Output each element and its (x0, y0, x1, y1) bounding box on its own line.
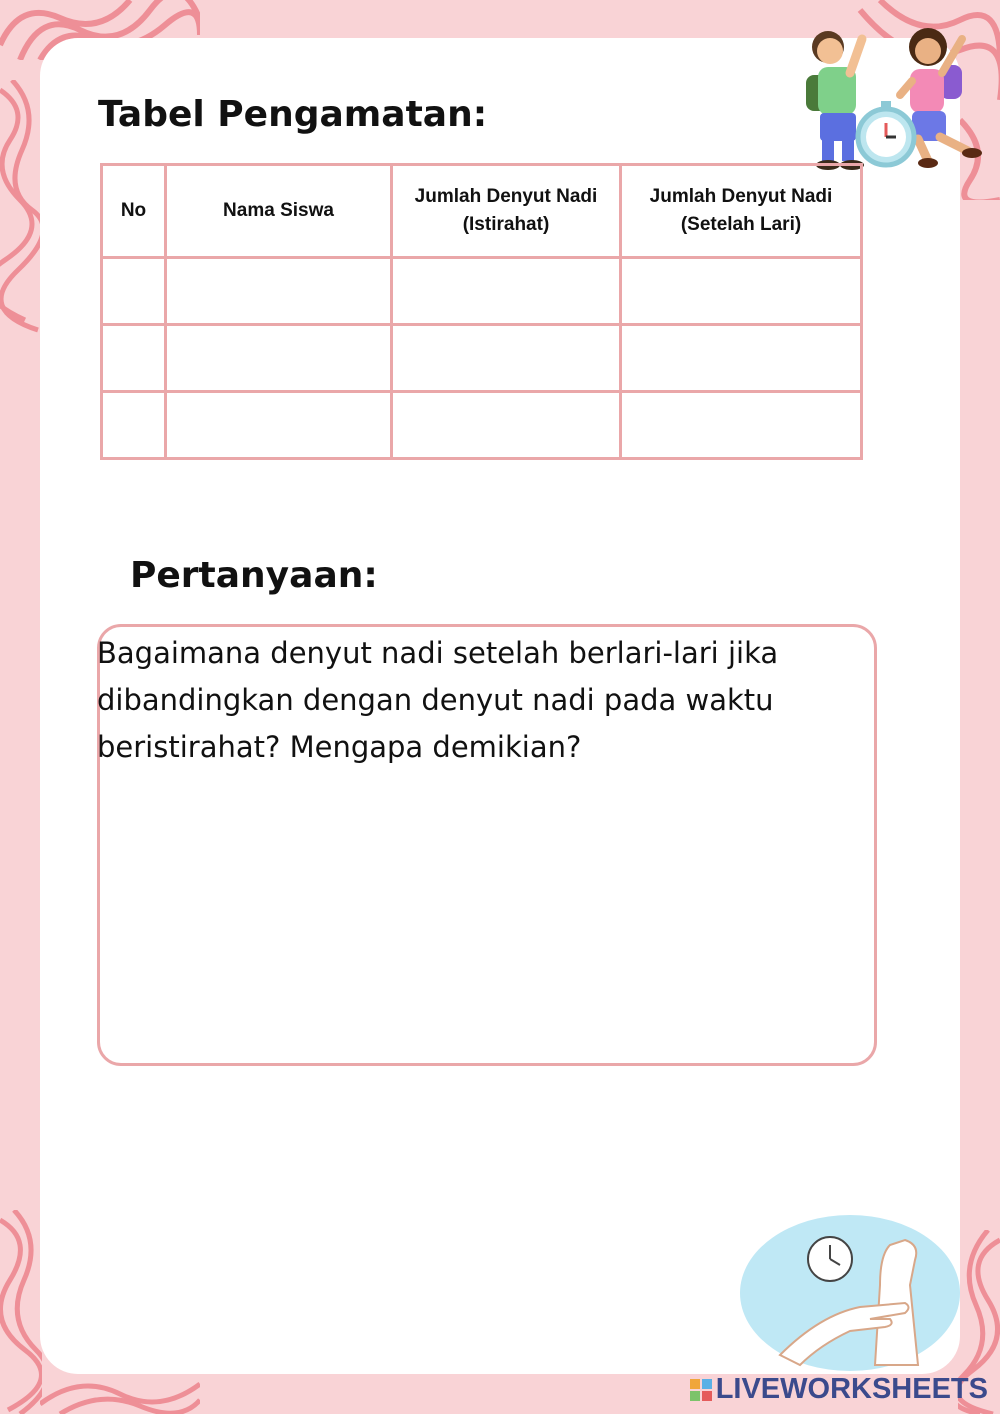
table-row (102, 258, 862, 325)
table-header-row (102, 165, 862, 258)
table-row (102, 392, 862, 459)
question-title: Pertanyaan: (130, 555, 378, 596)
kids-running-illustration (800, 25, 985, 175)
table-cell-input[interactable] (166, 325, 392, 392)
table-cell-input[interactable] (392, 392, 621, 459)
liveworksheets-logo-icon (690, 1379, 712, 1401)
table-cell-input[interactable] (621, 392, 862, 459)
table-cell-input[interactable] (621, 258, 862, 325)
table-cell-input[interactable] (166, 258, 392, 325)
table-cell-input[interactable] (392, 325, 621, 392)
table-cell-input[interactable] (102, 258, 166, 325)
liveworksheets-brand[interactable] (690, 1373, 988, 1406)
table-cell-input[interactable] (392, 258, 621, 325)
table-cell-input[interactable] (102, 392, 166, 459)
pulse-check-illustration (740, 1215, 960, 1375)
column-header-no: No (102, 165, 166, 258)
table-row (102, 325, 862, 392)
column-header-student-name: Nama Siswa (166, 165, 392, 258)
column-header-pulse-rest: Jumlah Denyut Nadi (Istirahat) (392, 165, 621, 258)
brand-text: LIVEWORKSHEETS (715, 1373, 988, 1405)
table-cell-input[interactable] (621, 325, 862, 392)
table-title: Tabel Pengamatan: (98, 94, 488, 135)
table-cell-input[interactable] (166, 392, 392, 459)
table-cell-input[interactable] (102, 325, 166, 392)
clock-icon (808, 1237, 852, 1281)
column-header-pulse-after-run: Jumlah Denyut Nadi (Setelah Lari) (621, 165, 862, 258)
wave-decoration-bottom-left (0, 1210, 42, 1414)
observation-table (100, 163, 863, 460)
wave-decoration-left (0, 80, 42, 340)
question-text: Bagaimana denyut nadi setelah berlari-lari jika dibandingkan dengan denyut nadi pada waktu beristirahat? Mengapa demikian? (97, 636, 779, 764)
wave-decoration-bottom (40, 1374, 200, 1414)
